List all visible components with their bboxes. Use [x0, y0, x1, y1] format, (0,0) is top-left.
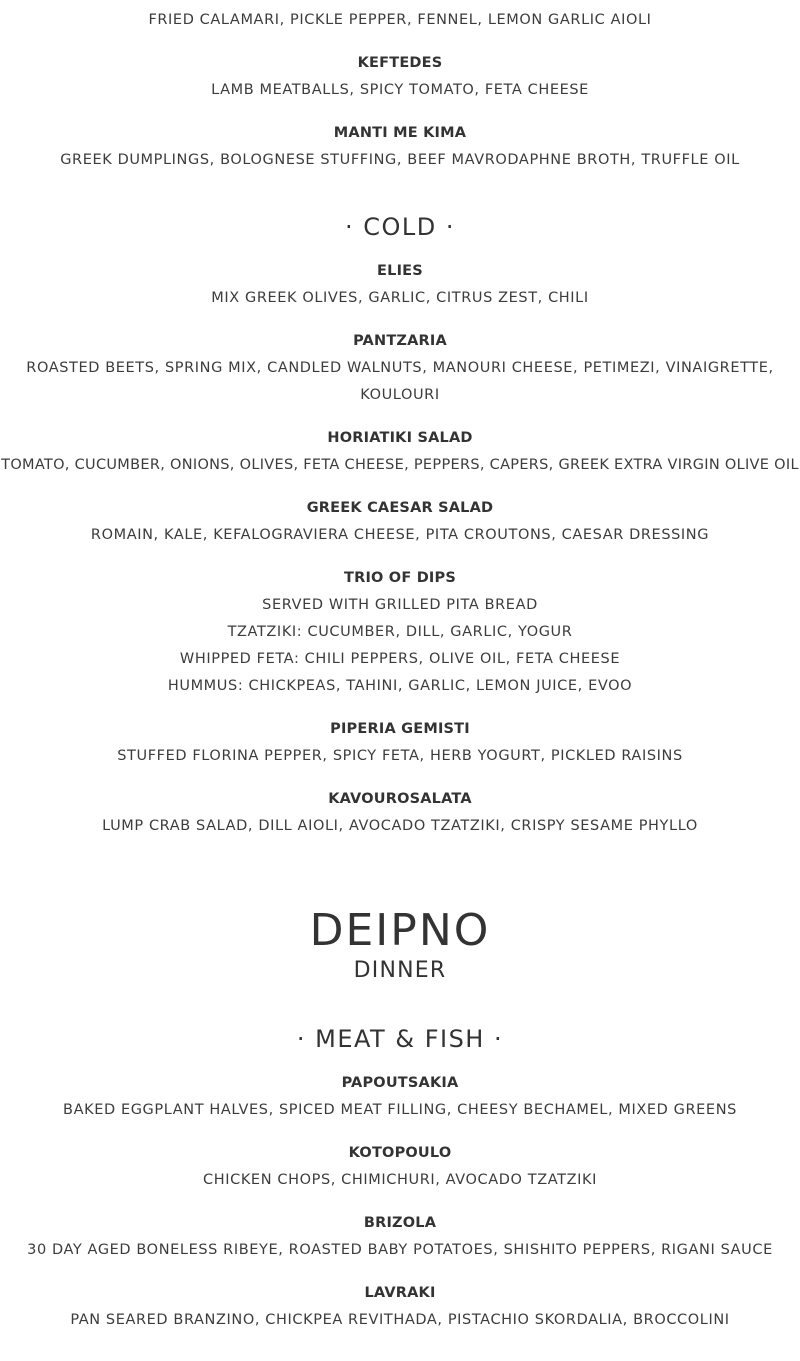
item-description [0, 592, 800, 700]
item-description [0, 1097, 800, 1124]
description-line: TOMATO, CUCUMBER, ONIONS, OLIVES, FETA CHEESE, PEPPERS, CAPERS, GREEK EXTRA VIRGIN OLIVE OIL [1, 457, 799, 473]
item-name: ELIES [377, 263, 423, 279]
item-description [0, 1237, 800, 1264]
description-line: CHICKEN CHOPS, CHIMICHURI, AVOCADO TZATZIKI [203, 1172, 597, 1188]
cold-items [0, 258, 800, 840]
description-line: LAMB MEATBALLS, SPICY TOMATO, FETA CHEESE [211, 82, 589, 98]
item-name: KOTOPOULO [348, 1145, 452, 1161]
item-description [0, 1167, 800, 1194]
dinner-heading: DEIPNO [309, 905, 491, 956]
item-description [0, 743, 800, 770]
description-line: ROASTED BEETS, SPRING MIX, CANDLED WALNUTS, MANOURI CHEESE, PETIMEZI, VINAIGRETTE, [26, 360, 774, 376]
description-line: GREEK DUMPLINGS, BOLOGNESE STUFFING, BEEF MAVRODAPHNE BROTH, TRUFFLE OIL [60, 152, 740, 168]
description-line: HUMMUS: CHICKPEAS, TAHINI, GARLIC, LEMON JUICE, EVOO [167, 678, 633, 694]
menu-item-kotopoulo [0, 1140, 800, 1194]
description-line: BAKED EGGPLANT HALVES, SPICED MEAT FILLING, CHEESY BECHAMEL, MIXED GREENS [63, 1102, 737, 1118]
menu-item-pantzaria [0, 328, 800, 409]
section-title-cold: · COLD · [344, 213, 455, 241]
description-line: ROMAIN, KALE, KEFALOGRAVIERA CHEESE, PITA CROUTONS, CAESAR DRESSING [90, 527, 710, 543]
menu-item-elies [0, 258, 800, 312]
menu-item-brizola [0, 1210, 800, 1264]
item-name: HORIATIKI SALAD [327, 430, 473, 446]
item-description [0, 7, 800, 34]
menu-item-manti-me-kima [0, 120, 800, 174]
item-name: MANTI ME KIMA [333, 125, 467, 141]
description-line: WHIPPED FETA: CHILI PEPPERS, OLIVE OIL, FETA CHEESE [179, 651, 621, 667]
top-items [0, 0, 800, 174]
section-title-meat-fish: · MEAT & FISH · [296, 1025, 504, 1053]
item-name: PANTZARIA [353, 333, 447, 349]
item-description [0, 77, 800, 104]
item-description [0, 285, 800, 312]
item-name: PAPOUTSAKIA [341, 1075, 459, 1091]
item-name: TRIO OF DIPS [343, 570, 456, 586]
description-line: TZATZIKI: CUCUMBER, DILL, GARLIC, YOGUR [227, 624, 573, 640]
menu-item-keftedes [0, 50, 800, 104]
item-description [0, 147, 800, 174]
menu-item-kalamarakia [0, 0, 800, 34]
item-name: GREEK CAESAR SALAD [306, 500, 494, 516]
menu-item-kavourosalata [0, 786, 800, 840]
item-description [0, 1307, 800, 1334]
item-name: LAVRAKI [364, 1285, 436, 1301]
item-description [0, 355, 800, 409]
description-line: PAN SEARED BRANZINO, CHICKPEA REVITHADA, PISTACHIO SKORDALIA, BROCCOLINI [70, 1312, 730, 1328]
description-line: FRIED CALAMARI, PICKLE PEPPER, FENNEL, LEMON GARLIC AIOLI [148, 12, 652, 28]
item-name: KEFTEDES [357, 55, 443, 71]
description-line: STUFFED FLORINA PEPPER, SPICY FETA, HERB YOGURT, PICKLED RAISINS [117, 748, 683, 764]
item-name: PIPERIA GEMISTI [330, 721, 470, 737]
dinner-subheading: DINNER [353, 958, 447, 983]
menu-item-papoutsakia [0, 1070, 800, 1124]
description-line: KOULOURI [360, 387, 440, 403]
menu-item-greek-caesar-salad [0, 495, 800, 549]
menu-item-trio-of-dips [0, 565, 800, 700]
item-name [0, 0, 800, 7]
menu-item-lavraki [0, 1280, 800, 1334]
description-line: 30 DAY AGED BONELESS RIBEYE, ROASTED BABY POTATOES, SHISHITO PEPPERS, RIGANI SAUCE [27, 1242, 773, 1258]
item-name: KAVOUROSALATA [328, 791, 472, 807]
description-line: MIX GREEK OLIVES, GARLIC, CITRUS ZEST, CHILI [211, 290, 589, 306]
item-description [0, 813, 800, 840]
description-line: SERVED WITH GRILLED PITA BREAD [262, 597, 538, 613]
menu-item-horiatiki-salad [0, 425, 800, 479]
item-description [0, 452, 800, 479]
menu-item-piperia-gemisti [0, 716, 800, 770]
item-description [0, 522, 800, 549]
item-name: BRIZOLA [363, 1215, 437, 1231]
meat-fish-items [0, 1070, 800, 1334]
description-line: LUMP CRAB SALAD, DILL AIOLI, AVOCADO TZATZIKI, CRISPY SESAME PHYLLO [102, 818, 698, 834]
